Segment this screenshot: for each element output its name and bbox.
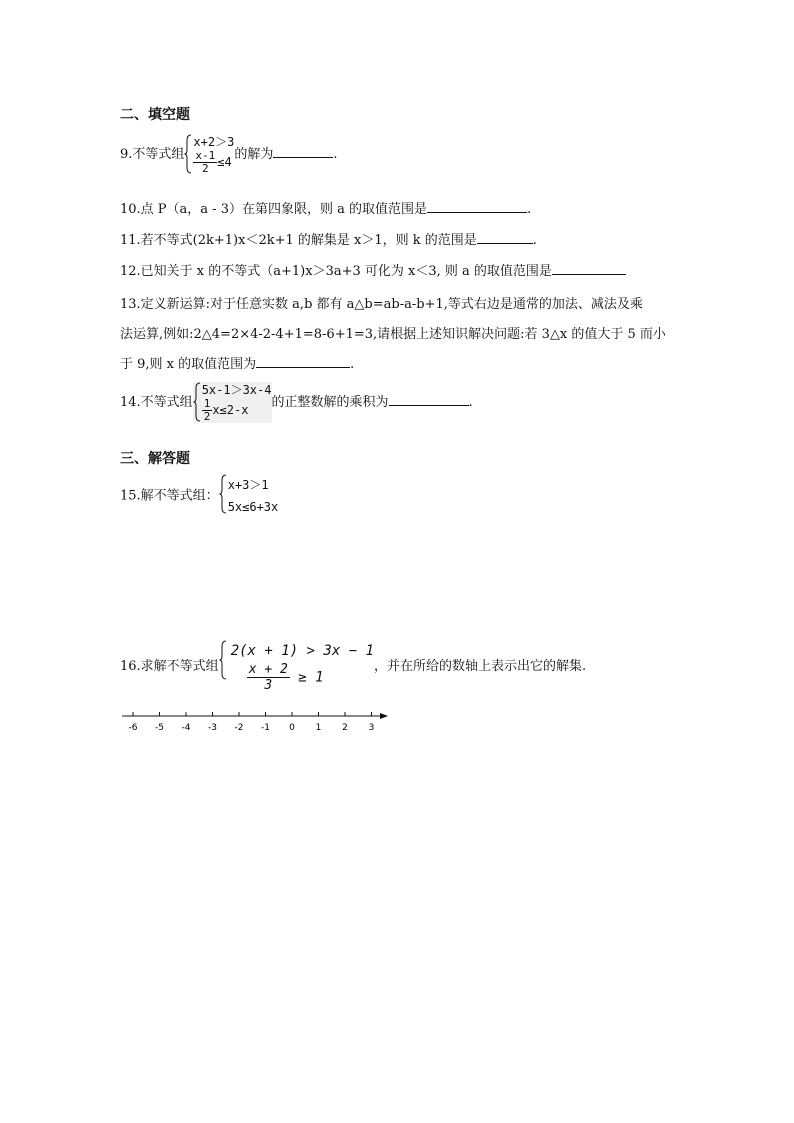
inequality-9-line-1: x+2＞3 bbox=[193, 135, 235, 149]
question-9-prefix: 9.不等式组 bbox=[120, 147, 185, 162]
number-line[interactable] bbox=[120, 710, 390, 734]
arrow-right-icon bbox=[380, 713, 388, 719]
question-15: 15.解不等式组： x+3＞1 5x≤6+3x bbox=[120, 474, 278, 518]
number-line-label: -4 bbox=[181, 723, 191, 733]
question-14: 14.不等式组 5x-1＞3x-4 $\frac{1}{2}$ x≤2-x 的正整数解的乘积为 . bbox=[120, 383, 473, 423]
inequality-system-15: x+3＞1 5x≤6+3x bbox=[219, 474, 279, 518]
number-line-label: -1 bbox=[261, 723, 270, 733]
section-heading-fill-in: 二、填空题 bbox=[120, 107, 190, 123]
answer-blank-14[interactable] bbox=[389, 393, 469, 406]
question-16: 16.求解不等式组 2(x + 1) > 3x − 1 $\frac{x + 2}{3}$ ≥ 1 ，并在所给的数轴上表示出它的解集. bbox=[120, 640, 586, 693]
inequality-system-9: x+2＞3 $\frac{x-1}{2}$ ≤4 bbox=[184, 134, 234, 175]
number-line-label: -5 bbox=[155, 723, 164, 733]
question-10: 10.点 P（a，a - 3）在第四象限，则 a 的取值范围是 . bbox=[120, 202, 532, 217]
left-brace-icon bbox=[219, 640, 227, 680]
number-line-label: -6 bbox=[128, 723, 138, 733]
section-heading-solve: 三、解答题 bbox=[120, 451, 190, 467]
answer-blank-10[interactable] bbox=[427, 200, 527, 213]
number-line-label: -2 bbox=[234, 723, 244, 733]
fraction-16: $\frac{x + 2}{3}$ bbox=[248, 662, 288, 693]
answer-blank-13[interactable] bbox=[256, 355, 350, 368]
inequality-system-16: 2(x + 1) > 3x − 1 $\frac{x + 2}{3}$ ≥ 1 bbox=[219, 640, 374, 693]
left-brace-icon bbox=[219, 474, 227, 514]
number-line-label: 2 bbox=[342, 723, 348, 733]
question-11: 11.若不等式(2k+1)x＜2k+1 的解集是 x＞1，则 k 的范围是 . bbox=[120, 233, 537, 248]
inequality-system-14: 5x-1＞3x-4 $\frac{1}{2}$ x≤2-x bbox=[193, 382, 272, 423]
answer-blank-11[interactable] bbox=[477, 231, 533, 244]
number-line-label: 3 bbox=[368, 723, 375, 733]
left-brace-icon bbox=[184, 134, 192, 174]
fraction-14: $\frac{1}{2}$ bbox=[203, 397, 211, 423]
question-12: 12.已知关于 x 的不等式（a+1)x＞3a+3 可化为 x＜3, 则 a 的取值范围是 bbox=[120, 260, 626, 279]
question-9: 9.不等式组 x+2＞3 $\frac{x-1}{2}$ ≤4 的解为 . bbox=[120, 135, 338, 175]
answer-blank-9[interactable] bbox=[273, 145, 333, 158]
fraction-9: $\frac{x-1}{2}$ bbox=[195, 149, 216, 175]
left-brace-icon bbox=[193, 382, 201, 422]
answer-blank-12[interactable] bbox=[552, 262, 626, 275]
number-line-label: -3 bbox=[208, 723, 217, 733]
number-line-label: 0 bbox=[289, 723, 295, 733]
question-9-suffix: 的解为 bbox=[234, 147, 274, 162]
number-line-label: 1 bbox=[315, 723, 322, 733]
question-13: 13.定义新运算:对于任意实数 a,b 都有 a△b=ab-a-b+1,等式右边是通常的加法、减法及乘 法运算,例如:2△4=2×4-2-4+1=8-6+1=3,请根据上述知识解决问题:若 3△x 的值大于 5 而小 于 9,则 x 的取值范围为 . bbox=[120, 297, 666, 372]
